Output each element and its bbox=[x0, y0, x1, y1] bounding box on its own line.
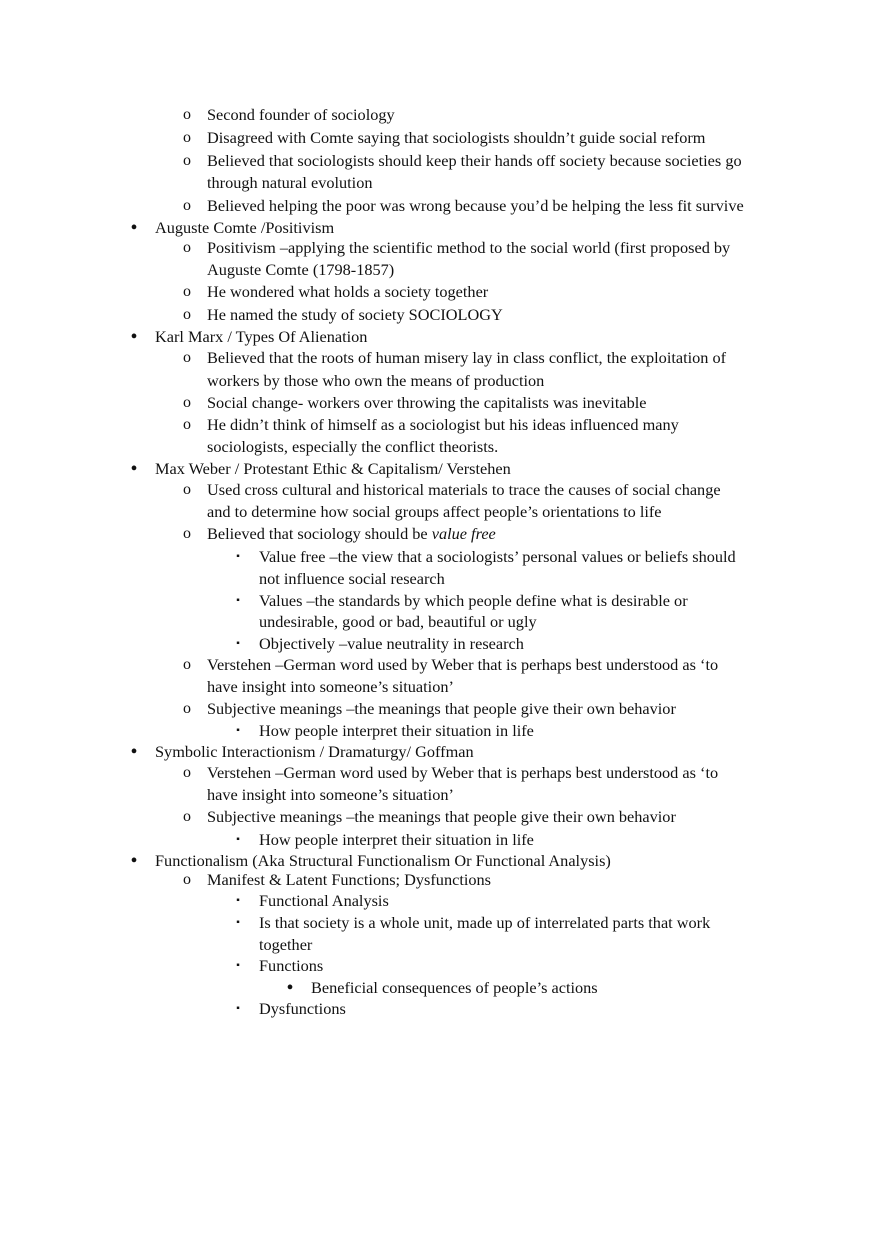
circle-bullet-icon: o bbox=[183, 416, 191, 433]
square-bullet-icon: ▪ bbox=[236, 1003, 240, 1014]
circle-bullet-icon: o bbox=[183, 656, 191, 673]
circle-bullet-icon: o bbox=[183, 152, 191, 169]
circle-bullet-icon: o bbox=[183, 871, 191, 888]
square-bullet-icon: ▪ bbox=[236, 595, 240, 606]
disc-bullet-icon: • bbox=[130, 850, 138, 872]
circle-bullet-icon: o bbox=[183, 283, 191, 300]
square-bullet-icon: ▪ bbox=[236, 895, 240, 906]
circle-bullet-icon: o bbox=[183, 764, 191, 781]
disc-bullet-icon: • bbox=[130, 458, 138, 480]
circle-bullet-icon: o bbox=[183, 306, 191, 323]
circle-bullet-icon: o bbox=[183, 239, 191, 256]
disc-bullet-icon: • bbox=[130, 217, 138, 239]
document-page: o Second founder of sociology o Disagreed with Comte saying that sociologists shouldn’t guide social reform o Believed that sociologists should keep their hands off society because societies go through natural evolution o Believed helping the poor was wrong because you’d be helping the less fit survive • Auguste Comte /Positivism o Positivism –applying the scientific method to the social world (first proposed by Auguste Comte (1798-1857) o He wondered what holds a society together o He named the study of society SOCIOLOGY • Karl Marx / Types Of Alienation o Believed that the roots of human misery lay in class conflict, the exploitation of workers by those who own the means of production o Social change- workers over throwing the capitalists was inevitable o He didn’t think of himself as a sociologist but his ideas influenced many sociologists, especially the conflict theorists. • Max Weber / Protestant Ethic & Capitalism/ Verstehen o Used cross cultural and historical materials to trace the causes of social change and to determine how social groups affect people’s orientations to life o Believed that sociology should be value free ▪ Value free –the view that a sociologists’ personal values or beliefs should not influence social research ▪ Values –the standards by which people define what is desirable or undesirable, good or bad, beautiful or ugly ▪ Objectively –value neutrality in research o Verstehen –German word used by Weber that is perhaps best understood as ‘to have insight into someone’s situation’ o Subjective meanings –the meanings that people give their own behavior ▪ How people interpret their situation in life • Symbolic Interactionism / Dramaturgy/ Goffman o Verstehen –German word used by Weber that is perhaps best understood as ‘to have insight into someone’s situation’ o Subjective meanings –the meanings that people give their own behavior ▪ How people interpret their situation in life • Functionalism (Aka Structural Functionalism Or Functional Analysis) o Manifest & Latent Functions; Dysfunctions ▪ Functional Analysis ▪ Is that society is a whole unit, made up of interrelated parts that work together ▪ Functions • Beneficial consequences of people’s actions ▪ Dysfunctions bbox=[0, 0, 880, 1247]
square-bullet-icon: ▪ bbox=[236, 917, 240, 928]
circle-bullet-icon: o bbox=[183, 808, 191, 825]
disc-bullet-icon: • bbox=[286, 977, 294, 999]
disc-bullet-icon: • bbox=[130, 326, 138, 348]
square-bullet-icon: ▪ bbox=[236, 551, 240, 562]
circle-bullet-icon: o bbox=[183, 700, 191, 717]
circle-bullet-icon: o bbox=[183, 394, 191, 411]
square-bullet-icon: ▪ bbox=[236, 725, 240, 736]
circle-bullet-icon: o bbox=[183, 525, 191, 542]
value-free-emphasis: value free bbox=[431, 524, 496, 543]
disc-bullet-icon: • bbox=[130, 741, 138, 763]
square-bullet-icon: ▪ bbox=[236, 834, 240, 845]
circle-bullet-icon: o bbox=[183, 481, 191, 498]
square-bullet-icon: ▪ bbox=[236, 638, 240, 649]
circle-bullet-icon: o bbox=[183, 349, 191, 366]
circle-bullet-icon: o bbox=[183, 197, 191, 214]
circle-bullet-icon: o bbox=[183, 106, 191, 123]
square-bullet-icon: ▪ bbox=[236, 960, 240, 971]
circle-bullet-icon: o bbox=[183, 129, 191, 146]
